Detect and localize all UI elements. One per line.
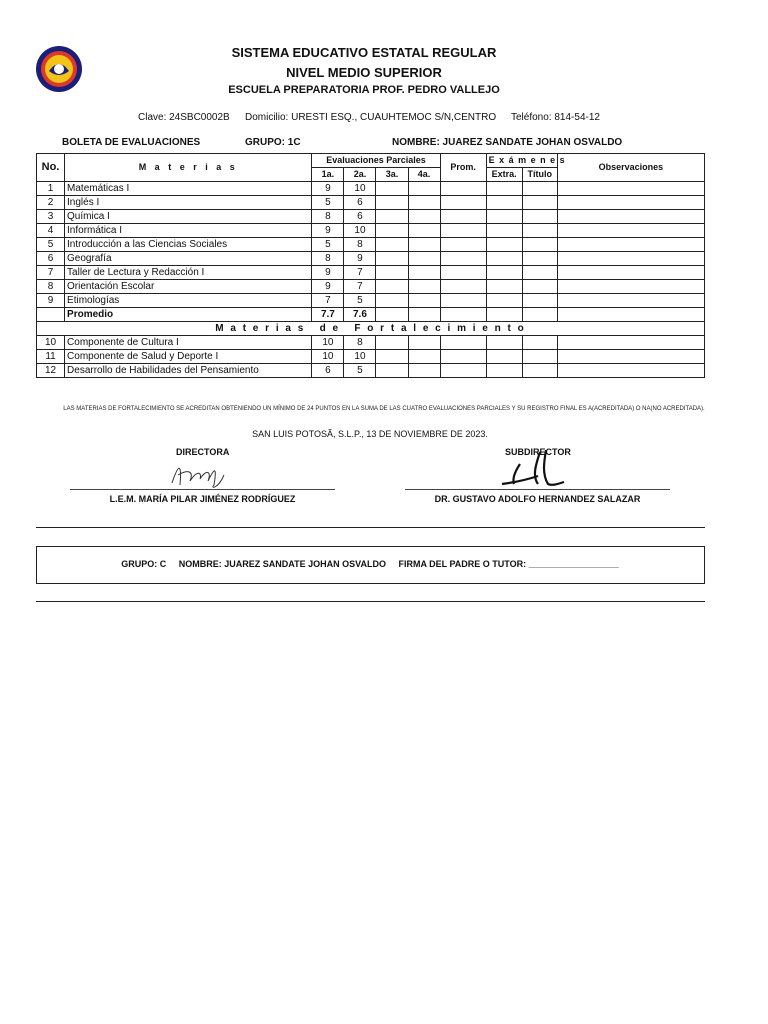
- row-no: 1: [37, 182, 65, 196]
- table-row: [37, 350, 705, 364]
- promedio-row: [37, 308, 705, 322]
- row-no: 2: [37, 196, 65, 210]
- col-parciales: Evaluaciones Parciales: [312, 154, 440, 168]
- row-p2: 6: [344, 196, 376, 210]
- table-row: [37, 364, 705, 378]
- row-p2: 7: [344, 266, 376, 280]
- fortalecimiento-title: M a t e r i a s d e F o r t a l e c i m i e n t o: [37, 322, 705, 336]
- promedio-p1: 7.7: [312, 308, 344, 322]
- promedio-label: Promedio: [65, 308, 312, 322]
- divider-line: [36, 601, 705, 602]
- row-p2: 8: [344, 336, 376, 350]
- row-p1: 5: [312, 238, 344, 252]
- row-materia: Matemáticas I: [65, 182, 312, 196]
- school-address: Domicilio: URESTI ESQ., CUAUHTEMOC S/N,CENTRO: [245, 112, 497, 123]
- table-row: [37, 294, 705, 308]
- row-materia: Geografía: [65, 252, 312, 266]
- parent-slip-text: GRUPO: C NOMBRE: JUAREZ SANDATE JOHAN OSVALDO FIRMA DEL PADRE O TUTOR: __________________: [121, 559, 619, 569]
- row-no: 6: [37, 252, 65, 266]
- director-signature: [168, 455, 228, 491]
- row-p2: 10: [344, 350, 376, 364]
- row-p1: 9: [312, 266, 344, 280]
- school-phone: Teléfono: 814-54-12: [511, 112, 600, 123]
- col-observaciones: Observaciones: [557, 154, 704, 182]
- grades-table: [36, 153, 705, 378]
- col-materias: M a t e r i a s: [65, 154, 312, 182]
- header-row: [37, 154, 705, 168]
- promedio-p2: 7.6: [344, 308, 376, 322]
- group-label: GRUPO: 1C: [245, 137, 301, 148]
- row-materia: Componente de Cultura I: [65, 336, 312, 350]
- row-p1: 8: [312, 210, 344, 224]
- director-name: L.E.M. MARÍA PILAR JIMÉNEZ RODRÍGUEZ: [109, 494, 296, 504]
- row-no: 8: [37, 280, 65, 294]
- row-p2: 10: [344, 224, 376, 238]
- row-materia: Componente de Salud y Deporte I: [65, 350, 312, 364]
- row-materia: Desarrollo de Habilidades del Pensamiento: [65, 364, 312, 378]
- row-p1: 10: [312, 350, 344, 364]
- col-extra: Extra.: [486, 168, 522, 182]
- table-row: [37, 266, 705, 280]
- row-p1: 6: [312, 364, 344, 378]
- row-p2: 6: [344, 210, 376, 224]
- row-no: 5: [37, 238, 65, 252]
- row-no: 4: [37, 224, 65, 238]
- table-row: [37, 252, 705, 266]
- row-p2: 10: [344, 182, 376, 196]
- student-name: NOMBRE: JUAREZ SANDATE JOHAN OSVALDO: [392, 137, 623, 148]
- col-examenes: E x á m e n e s: [486, 154, 557, 168]
- row-p2: 8: [344, 238, 376, 252]
- row-p1: 8: [312, 252, 344, 266]
- table-row: [37, 196, 705, 210]
- row-materia: Informática I: [65, 224, 312, 238]
- row-p1: 7: [312, 294, 344, 308]
- place-date: SAN LUIS POTOSÃ, S.L.P., 13 DE NOVIEMBRE DE 2023.: [252, 429, 488, 439]
- subdirector-signature-line: [405, 489, 670, 490]
- divider-line: [36, 527, 705, 528]
- row-p2: 9: [344, 252, 376, 266]
- row-p2: 7: [344, 280, 376, 294]
- row-p1: 5: [312, 196, 344, 210]
- row-no: 9: [37, 294, 65, 308]
- row-p1: 9: [312, 182, 344, 196]
- col-titulo: Título: [522, 168, 557, 182]
- col-no: No.: [37, 154, 65, 182]
- row-no: 12: [37, 364, 65, 378]
- level-title: NIVEL MEDIO SUPERIOR: [286, 65, 442, 80]
- row-p2: 5: [344, 364, 376, 378]
- row-materia: Orientación Escolar: [65, 280, 312, 294]
- row-no: 3: [37, 210, 65, 224]
- school-key: Clave: 24SBC0002B: [138, 112, 230, 123]
- row-no: 11: [37, 350, 65, 364]
- subdirector-signature: [498, 448, 576, 490]
- col-p1: 1a.: [312, 168, 344, 182]
- row-p1: 10: [312, 336, 344, 350]
- system-title: SISTEMA EDUCATIVO ESTATAL REGULAR: [231, 45, 497, 60]
- table-row: [37, 336, 705, 350]
- row-no: 10: [37, 336, 65, 350]
- col-p3: 3a.: [376, 168, 408, 182]
- table-row: [37, 182, 705, 196]
- fortalecimiento-header-row: [37, 322, 705, 336]
- row-materia: Química I: [65, 210, 312, 224]
- table-row: [37, 238, 705, 252]
- report-title: BOLETA DE EVALUACIONES: [62, 137, 201, 148]
- row-materia: Inglés I: [65, 196, 312, 210]
- director-signature-line: [70, 489, 335, 490]
- table-row: [37, 280, 705, 294]
- row-materia: Taller de Lectura y Redacción I: [65, 266, 312, 280]
- table-row: [37, 224, 705, 238]
- school-name: ESCUELA PREPARATORIA PROF. PEDRO VALLEJO: [228, 84, 500, 96]
- row-no: 7: [37, 266, 65, 280]
- col-prom: Prom.: [440, 154, 486, 182]
- row-materia: Introducción a las Ciencias Sociales: [65, 238, 312, 252]
- col-p4: 4a.: [408, 168, 440, 182]
- fortalecimiento-note: LAS MATERIAS DE FORTALECIMIENTO SE ACREDITAN OBTENIENDO UN MÍNIMO DE 24 PUNTOS EN LA SUMA DE LAS CUATRO EVALUACIONES PARCIALES Y SU REGISTRO FINAL ES A(ACREDITADA) O NA(NO ACREDITADA).: [63, 406, 705, 412]
- row-p1: 9: [312, 224, 344, 238]
- row-p2: 5: [344, 294, 376, 308]
- col-p2: 2a.: [344, 168, 376, 182]
- row-p1: 9: [312, 280, 344, 294]
- subdirector-name: DR. GUSTAVO ADOLFO HERNANDEZ SALAZAR: [434, 494, 641, 504]
- table-row: [37, 210, 705, 224]
- subdirector-title: SUBDIRECTOR: [505, 447, 571, 457]
- row-materia: Etimologías: [65, 294, 312, 308]
- director-title: DIRECTORA: [176, 447, 230, 457]
